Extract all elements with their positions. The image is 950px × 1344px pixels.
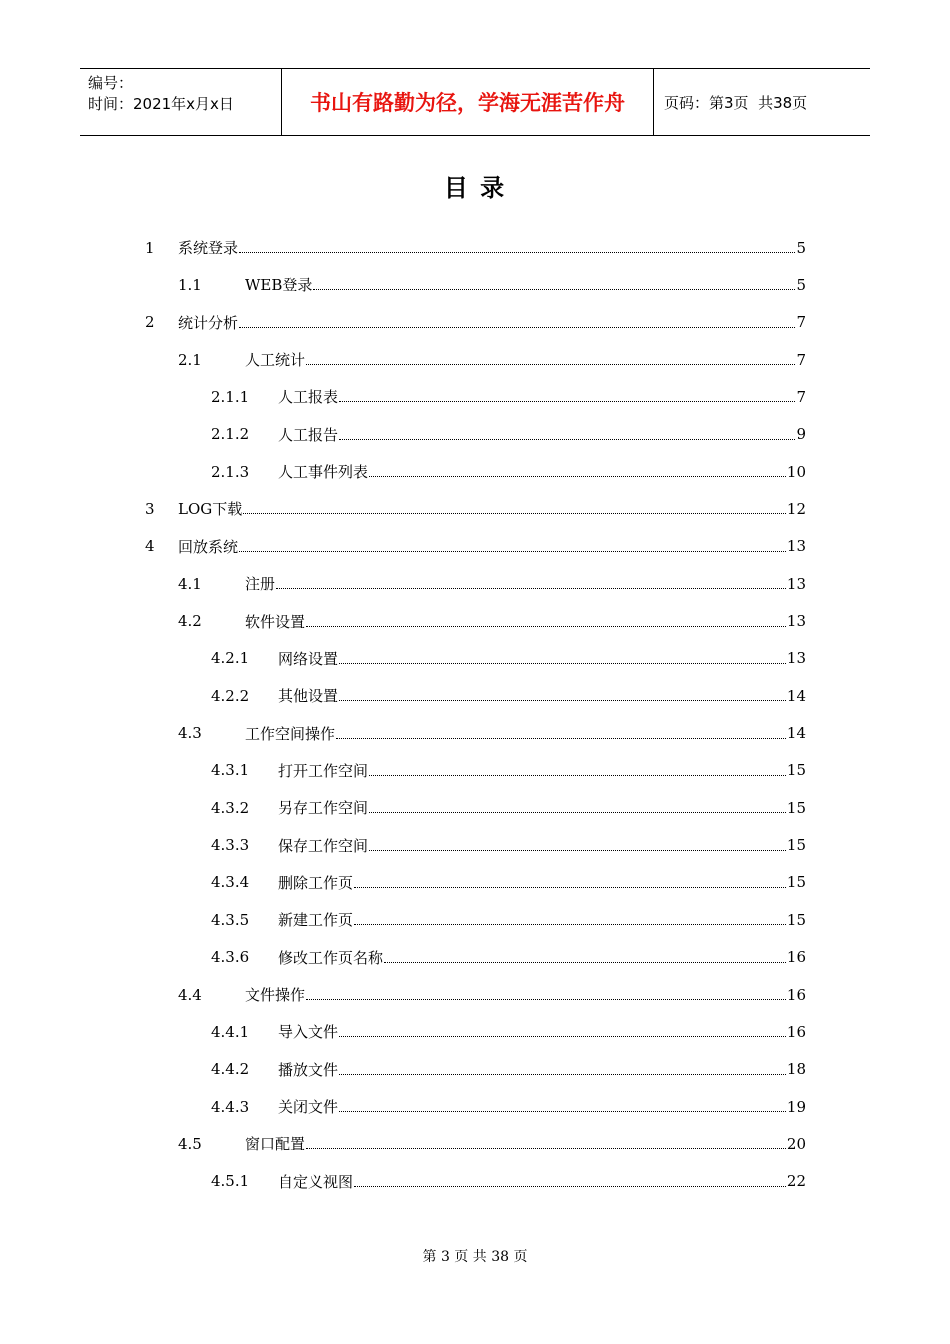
toc-entry-title: 打开工作空间 xyxy=(278,761,369,780)
toc-leader-dots xyxy=(239,252,795,253)
toc-entry[interactable] xyxy=(145,490,806,527)
toc-leader-dots xyxy=(239,551,786,552)
toc-entry-page: 18 xyxy=(786,1060,806,1079)
toc-entry-number: 4.3.1 xyxy=(211,761,250,780)
toc-entry[interactable] xyxy=(211,416,806,453)
toc-leader-dots xyxy=(354,1186,786,1187)
toc-entry[interactable] xyxy=(211,864,806,901)
toc-leader-dots xyxy=(339,401,795,402)
toc-entry[interactable] xyxy=(211,1051,806,1088)
toc-entry-title: 导入文件 xyxy=(278,1023,339,1042)
toc-entry-page: 10 xyxy=(786,462,806,481)
page-title: 目 录 xyxy=(443,174,507,202)
toc-entry-number: 4.5.1 xyxy=(211,1172,250,1191)
toc-entry-page: 7 xyxy=(796,387,806,406)
toc-entry[interactable] xyxy=(178,266,806,303)
toc-entry[interactable] xyxy=(211,939,806,976)
toc-entry[interactable] xyxy=(211,901,806,938)
toc-entry[interactable] xyxy=(211,1013,806,1050)
toc-entry-title: 文件操作 xyxy=(245,986,306,1004)
toc-entry-number: 4.5 xyxy=(178,1134,202,1153)
toc-leader-dots xyxy=(243,513,786,514)
toc-entry-number: 4.3 xyxy=(178,724,202,743)
toc-entry-title: 窗口配置 xyxy=(245,1135,306,1154)
toc-entry[interactable] xyxy=(211,752,806,789)
toc-entry-number: 2.1.1 xyxy=(211,387,250,406)
toc-entry-page: 14 xyxy=(786,724,806,743)
toc-entry-page: 9 xyxy=(796,425,806,444)
toc-entry-number: 4.2 xyxy=(178,612,202,630)
toc-entry-number: 2.1.3 xyxy=(211,462,250,481)
toc-entry-title: 关闭文件 xyxy=(278,1098,339,1117)
toc-entry-number: 4 xyxy=(145,537,155,556)
toc-entry-title: 系统登录 xyxy=(178,239,239,257)
toc-entry-title: 其他设置 xyxy=(278,687,339,706)
toc-entry-title: 播放文件 xyxy=(278,1060,339,1079)
toc-entry[interactable] xyxy=(211,827,806,864)
toc-entry-page: 22 xyxy=(786,1172,806,1191)
toc-entry-page: 13 xyxy=(786,537,806,556)
toc-entry[interactable] xyxy=(211,677,806,714)
toc-entry-number: 4.3.4 xyxy=(211,873,250,892)
toc-leader-dots xyxy=(369,476,786,477)
toc-entry[interactable] xyxy=(145,304,806,341)
toc-entry-number: 4.4 xyxy=(178,985,202,1004)
toc-leader-dots xyxy=(339,700,786,701)
toc-entry-title: 修改工作页名称 xyxy=(278,948,384,967)
toc-entry-page: 14 xyxy=(786,686,806,705)
toc-entry[interactable] xyxy=(178,715,806,752)
toc-entry-number: 4.4.3 xyxy=(211,1097,250,1116)
toc-entry-page: 15 xyxy=(786,798,806,817)
toc-entry-title: 保存工作空间 xyxy=(278,836,369,855)
toc-entry-number: 2.1 xyxy=(178,350,202,369)
toc-entry[interactable] xyxy=(211,378,806,415)
header-motto: 书山有路勤为径，学海无涯苦作舟 xyxy=(281,69,654,135)
toc-entry-page: 16 xyxy=(786,1022,806,1041)
toc-entry-page: 20 xyxy=(786,1134,806,1153)
toc-entry-page: 7 xyxy=(796,313,806,332)
toc-entry-number: 2.1.2 xyxy=(211,425,250,444)
toc-entry-page: 15 xyxy=(786,836,806,855)
toc-entry[interactable] xyxy=(178,976,806,1013)
page-footer: 第 3 页 共 38 页 xyxy=(422,1249,528,1265)
toc-entry-title: 人工报表 xyxy=(278,388,339,407)
toc-entry-page: 5 xyxy=(796,238,806,257)
toc-entry-title: 另存工作空间 xyxy=(278,799,369,818)
toc-entry[interactable] xyxy=(145,528,806,565)
toc-leader-dots xyxy=(306,626,786,627)
toc-entry-title: 回放系统 xyxy=(178,537,239,556)
toc-leader-dots xyxy=(306,1148,786,1149)
toc-leader-dots xyxy=(354,887,786,888)
toc-entry-title: 网络设置 xyxy=(278,649,339,668)
toc-entry[interactable] xyxy=(178,603,806,640)
toc-entry-title: 新建工作页 xyxy=(278,911,354,930)
toc-entry-page: 13 xyxy=(786,574,806,593)
header-table xyxy=(80,68,870,136)
toc-entry-page: 12 xyxy=(786,499,806,518)
toc-leader-dots xyxy=(369,775,786,776)
toc-leader-dots xyxy=(336,738,786,739)
toc-leader-dots xyxy=(306,364,795,365)
toc-entry[interactable] xyxy=(178,341,806,378)
toc-entry-page: 7 xyxy=(796,350,806,369)
toc-entry-title: 统计分析 xyxy=(178,313,239,332)
toc-leader-dots xyxy=(384,962,786,963)
toc-entry-page: 13 xyxy=(786,649,806,668)
toc-entry-number: 3 xyxy=(145,499,155,518)
toc-entry-title: 人工事件列表 xyxy=(278,463,369,482)
toc-entry-number: 4.3.2 xyxy=(211,798,250,817)
toc-entry-page: 16 xyxy=(786,985,806,1004)
toc-entry-number: 4.4.1 xyxy=(211,1022,250,1041)
date-label: 时间：2021年x月x日 xyxy=(88,95,234,113)
toc-entry-page: 15 xyxy=(786,910,806,929)
toc-entry-title: 人工报告 xyxy=(278,425,339,444)
toc-entry-page: 16 xyxy=(786,948,806,967)
header-page-label: 页码：第3页 共38页 xyxy=(664,93,808,112)
toc-leader-dots xyxy=(339,1111,786,1112)
toc-entry-title: WEB登录 xyxy=(245,276,313,295)
toc-leader-dots xyxy=(354,924,786,925)
toc-entry-number: 1.1 xyxy=(178,275,202,294)
toc-entry-title: 人工统计 xyxy=(245,351,306,370)
toc-entry-title: 工作空间操作 xyxy=(245,724,336,743)
toc-leader-dots xyxy=(276,588,786,589)
toc-leader-dots xyxy=(239,327,795,328)
toc-entry-page: 13 xyxy=(786,612,806,630)
toc-entry-number: 4.2.1 xyxy=(211,649,250,668)
toc-entry-number: 4.2.2 xyxy=(211,686,250,705)
toc-entry-number: 4.3.6 xyxy=(211,948,250,967)
header-meta xyxy=(80,69,281,135)
toc-entry-page: 19 xyxy=(786,1097,806,1116)
toc-leader-dots xyxy=(339,1074,786,1075)
toc-leader-dots xyxy=(339,439,795,440)
toc-entry-number: 2 xyxy=(145,313,155,332)
toc-entry[interactable] xyxy=(211,789,806,826)
toc-entry-number: 4.4.2 xyxy=(211,1060,250,1079)
toc-entry-page: 15 xyxy=(786,761,806,780)
toc-leader-dots xyxy=(369,812,786,813)
toc-leader-dots xyxy=(369,850,786,851)
toc-entry-number: 4.1 xyxy=(178,574,202,593)
toc-entry[interactable] xyxy=(211,453,806,490)
toc-entry-page: 5 xyxy=(796,275,806,294)
toc-entry[interactable] xyxy=(211,1088,806,1125)
toc-entry-title: 软件设置 xyxy=(245,612,306,631)
toc-entry-page: 15 xyxy=(786,873,806,892)
toc-leader-dots xyxy=(313,289,795,290)
toc-entry-number: 1 xyxy=(145,238,155,257)
toc-entry[interactable] xyxy=(211,1163,806,1200)
toc-entry-title: 删除工作页 xyxy=(278,873,354,892)
toc-entry-number: 4.3.3 xyxy=(211,836,250,855)
toc-leader-dots xyxy=(339,1036,786,1037)
toc-leader-dots xyxy=(339,663,786,664)
toc-entry[interactable] xyxy=(178,1125,806,1162)
toc-entry-title: LOG下载 xyxy=(178,500,243,519)
toc-entry-title: 自定义视图 xyxy=(278,1172,354,1191)
toc-entry-title: 注册 xyxy=(245,575,276,594)
toc-entry[interactable] xyxy=(178,565,806,602)
toc-leader-dots xyxy=(306,999,786,1000)
toc-entry[interactable] xyxy=(211,640,806,677)
number-label: 编号： xyxy=(88,74,134,92)
toc-entry[interactable] xyxy=(145,229,806,266)
toc-entry-number: 4.3.5 xyxy=(211,910,250,929)
